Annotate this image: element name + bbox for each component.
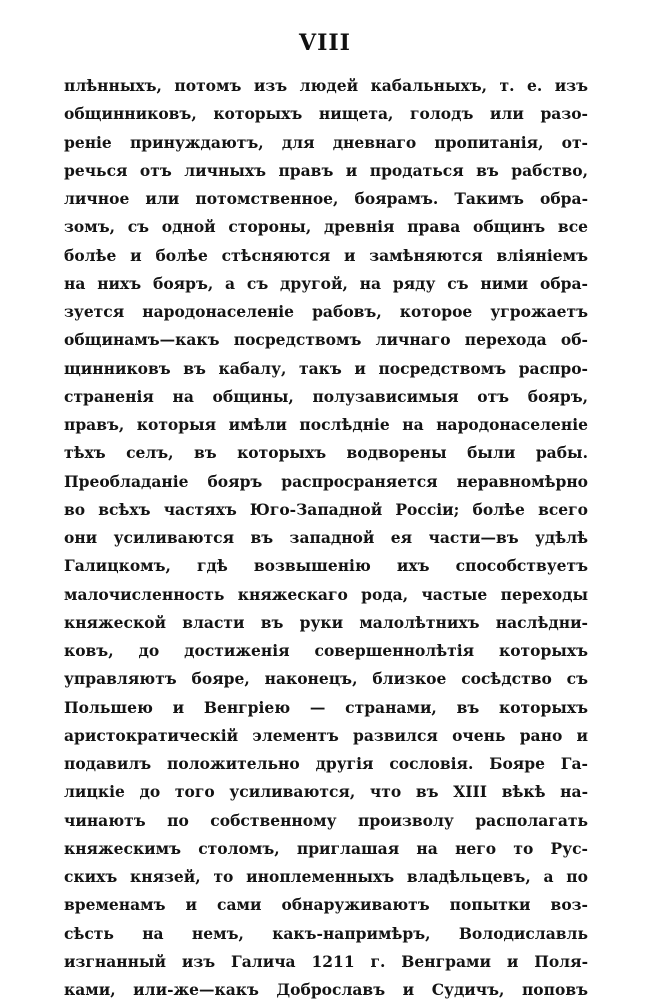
text-line: общинамъ—какъ посредствомъ личнаго перехода об- xyxy=(64,330,588,350)
text-line: страненія на общины, полузависимыя отъ бояръ, xyxy=(64,386,588,406)
text-line: малочисленность княжескаго рода, частые переходы xyxy=(64,584,588,604)
text-line: тѣхъ селъ, въ которыхъ водворены были рабы. xyxy=(64,443,588,463)
text-line: ковъ, до достиженія совершеннолѣтія которыхъ xyxy=(64,641,588,660)
text-line: чинаютъ по собственному произволу располагать xyxy=(64,810,588,830)
text-line: подавилъ положительно другія сословія. Бояре Га- xyxy=(64,754,588,773)
text-line: они усиливаются въ западной ея части—въ удѣлѣ xyxy=(64,528,588,547)
text-line: управляютъ бояре, наконецъ, близкое сосѣдство съ xyxy=(64,669,588,689)
text-line: Галицкомъ, гдѣ возвышенію ихъ способствуетъ xyxy=(64,556,588,576)
text-line: во всѣхъ частяхъ Юго-Западной Россіи; болѣе всего xyxy=(64,499,588,519)
page-number: VIII xyxy=(299,30,351,56)
text-line: ками, или-же—какъ Доброславъ и Судичъ, поповъ xyxy=(64,980,588,999)
text-line: аристократическій элементъ развился очень рано и xyxy=(64,725,588,745)
text-line: княжескимъ столомъ, приглашая на него то Рус- xyxy=(64,838,588,858)
text-line: болѣе и болѣе стѣсняются и замѣняются вліяніемъ xyxy=(64,245,588,265)
text-line: временамъ и сами обнаруживаютъ попытки воз- xyxy=(64,895,588,915)
text-line: скихъ князей, то иноплеменныхъ владѣльцевъ, а по xyxy=(64,867,588,886)
text-line: общинниковъ, которыхъ нищета, голодъ или разо- xyxy=(64,104,588,124)
text-line: на нихъ бояръ, а съ другой, на ряду съ ними обра- xyxy=(64,273,588,293)
text-line: сѣсть на немъ, какъ-напримѣръ, Володиславль xyxy=(64,923,588,943)
text-line: княжеской власти въ руки малолѣтнихъ наслѣдни- xyxy=(64,612,588,632)
text-line: щинниковъ въ кабалу, такъ и посредствомъ распро- xyxy=(64,358,588,378)
text-line: реніе принуждаютъ, для дневнаго пропитанія, от- xyxy=(64,132,588,152)
body-text xyxy=(64,72,588,1004)
text-line: лицкіе до того усиливаются, что въ XIII вѣкѣ на- xyxy=(64,782,588,802)
text-line: плѣнныхъ, потомъ изъ людей кабальныхъ, т. е. изъ xyxy=(64,76,588,95)
text-line: изгнанный изъ Галича 1211 г. Венграми и Поля- xyxy=(64,951,588,971)
text-line: Преобладаніе бояръ распросраняется неравномѣрно xyxy=(64,471,588,491)
text-line: зуется народонаселеніе рабовъ, которое угрожаетъ xyxy=(64,302,588,321)
text-line: зомъ, съ одной стороны, древнія права общинъ все xyxy=(64,217,588,237)
text-line: правъ, которыя имѣли послѣдніе на народонаселеніе xyxy=(64,415,588,434)
text-line: личное или потомственное, боярамъ. Такимъ обра- xyxy=(64,189,588,208)
text-line: речься отъ личныхъ правъ и продаться въ рабство, xyxy=(64,160,588,180)
text-line: Польшею и Венгріею — странами, въ которыхъ xyxy=(64,697,588,717)
